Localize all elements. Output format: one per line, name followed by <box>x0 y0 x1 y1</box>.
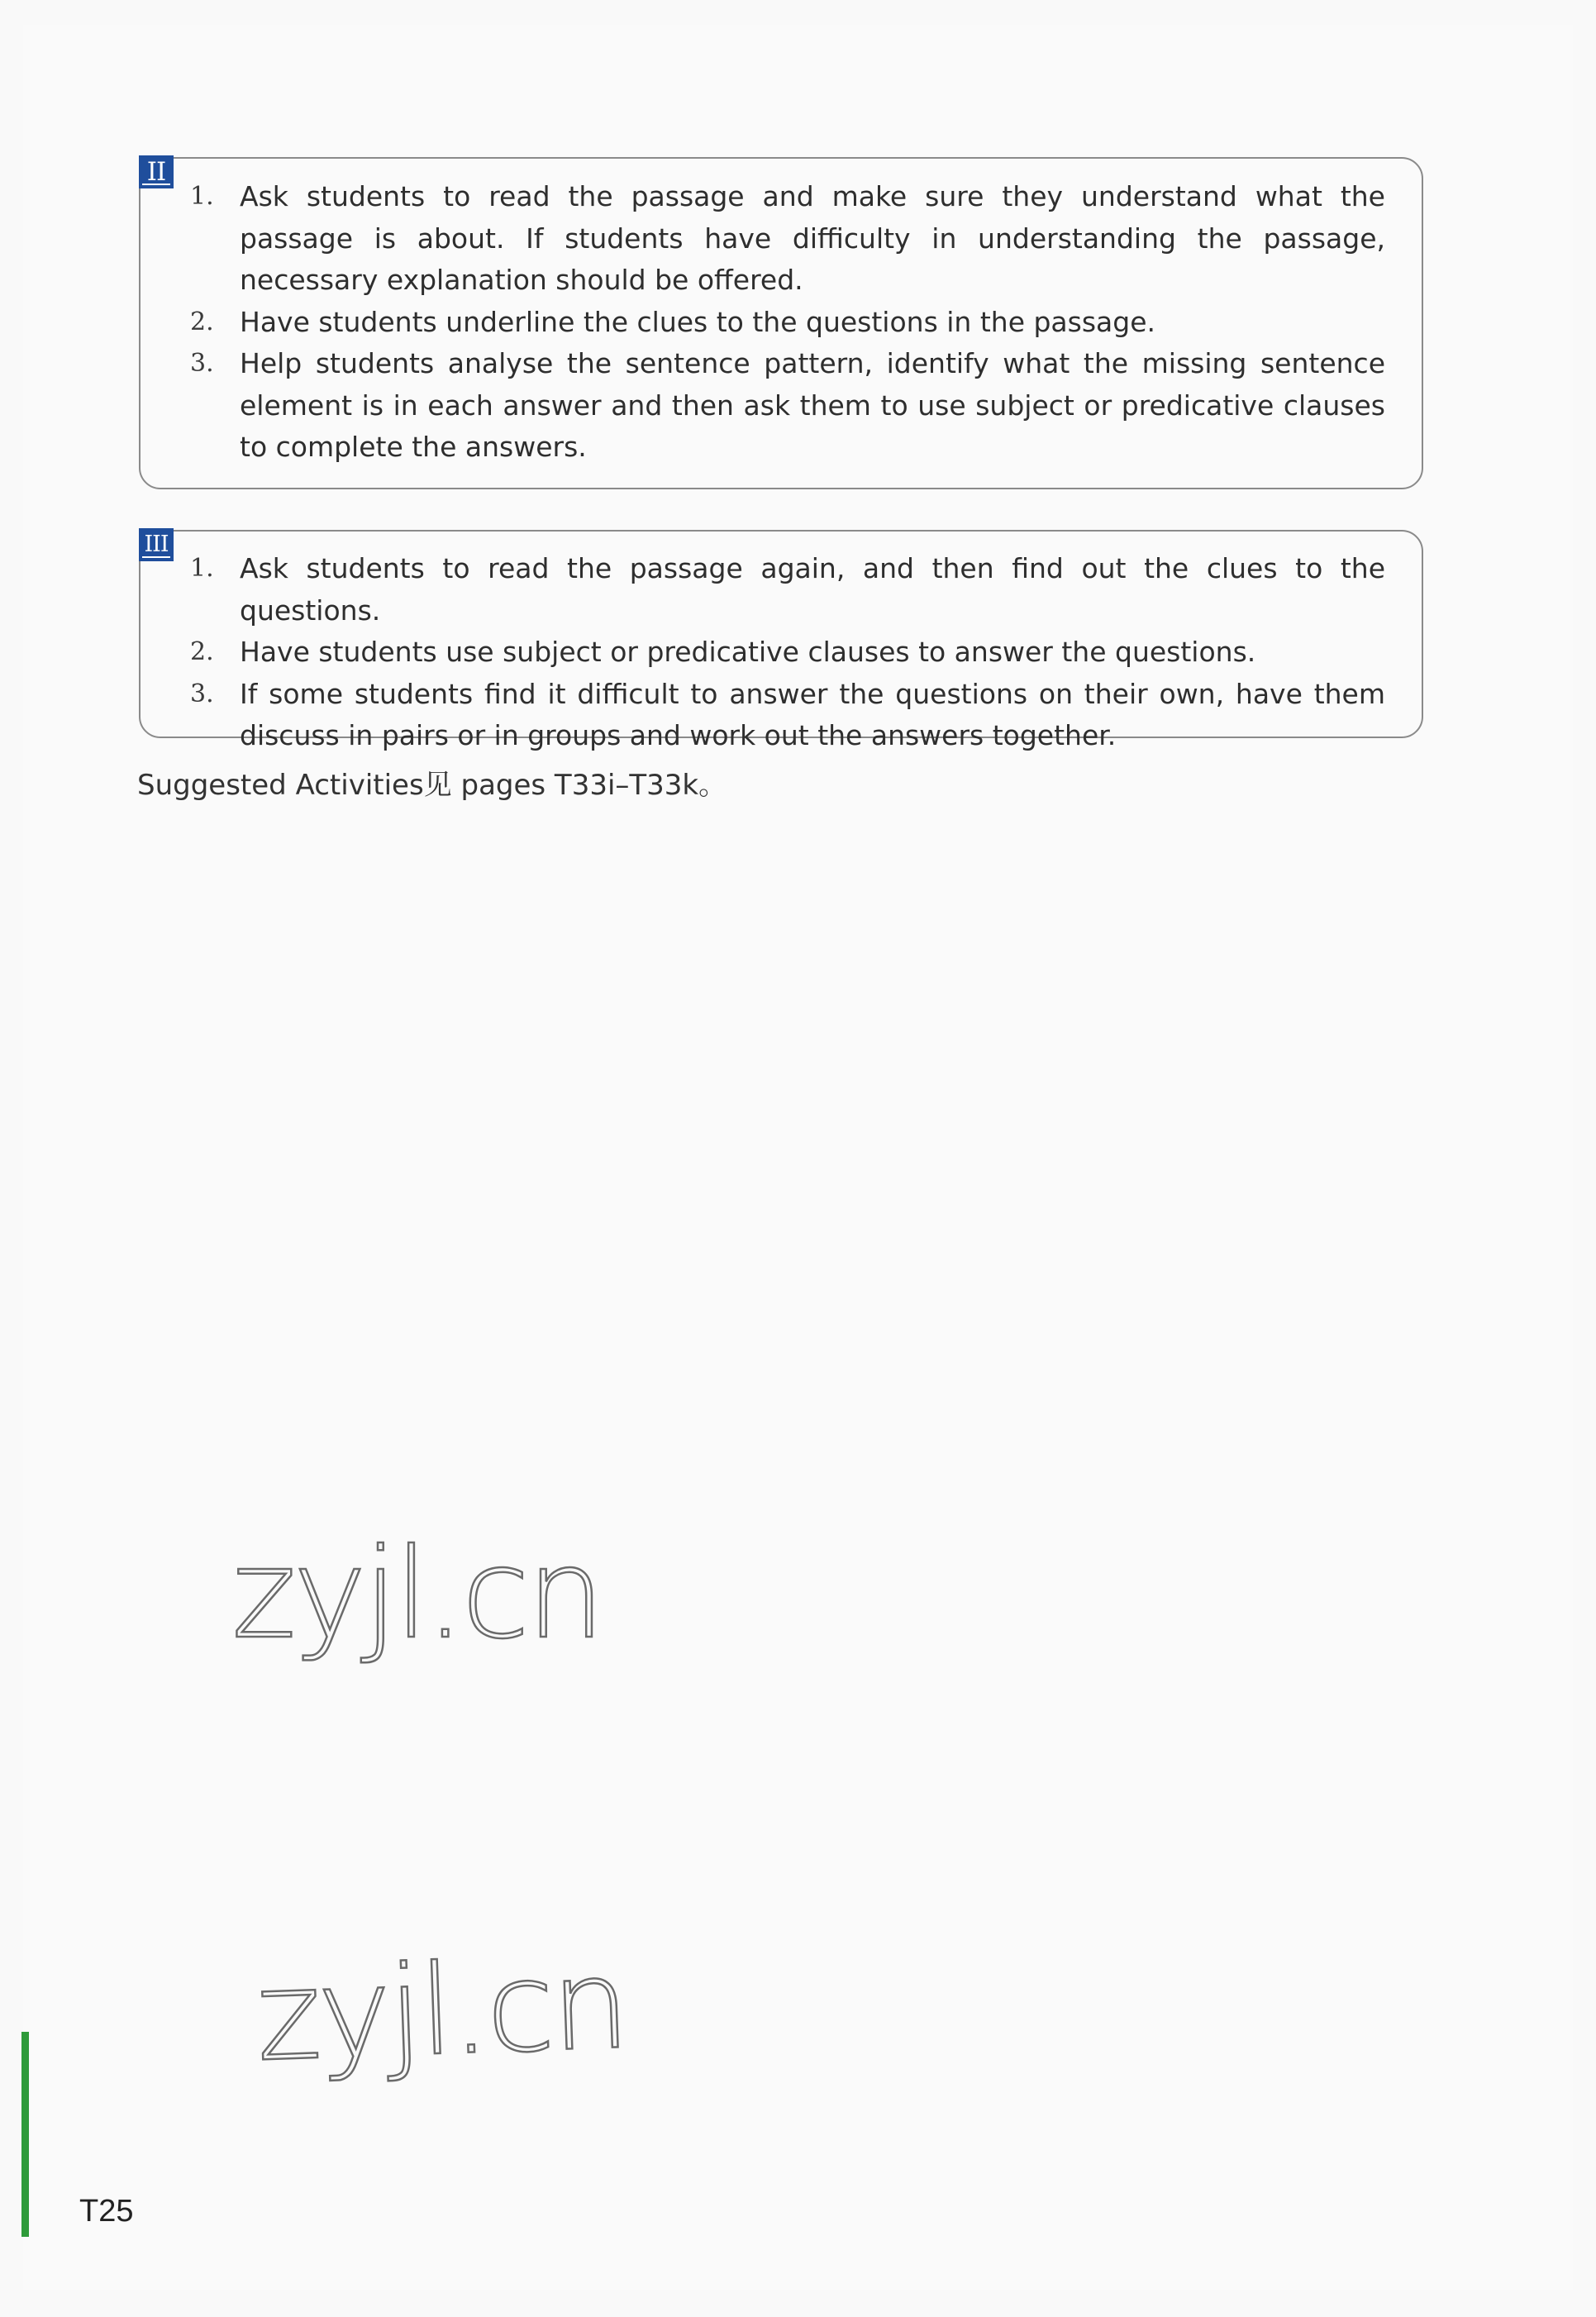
item-number: 1. <box>190 554 214 583</box>
item-text: Help students analyse the sentence pattern, identify what the missing sentence element is in each answer and then ask them to use subject or predicative clauses to complete the answers. <box>240 347 1385 463</box>
watermark-text: zyjl.cn <box>254 1933 629 2090</box>
item-number: 2. <box>190 637 214 666</box>
list-item <box>190 176 1385 302</box>
item-text: If some students find it difficult to answer the questions on their own, have them discuss in pairs or in groups and work out the answers together. <box>240 677 1385 751</box>
item-number: 3. <box>190 679 214 708</box>
section-3-badge: III <box>139 528 174 561</box>
watermark-text: zyjl.cn <box>231 1523 603 1666</box>
item-text: Have students use subject or predicative clauses to answer the questions. <box>240 636 1256 668</box>
item-number: 1. <box>190 182 214 211</box>
watermark-2 <box>248 1930 645 2095</box>
list-item <box>190 548 1385 632</box>
item-text: Have students underline the clues to the questions in the passage. <box>240 305 1155 338</box>
section-2-list <box>190 176 1385 469</box>
watermark-1 <box>223 1513 620 1678</box>
item-number: 3. <box>190 349 214 378</box>
item-text: Ask students to read the passage and make sure they understand what the passage is about. If students have difficulty in understanding the passage, necessary explanation should be offered. <box>240 180 1385 296</box>
item-text: Ask students to read the passage again, and then find out the clues to the questions. <box>240 552 1385 627</box>
list-item <box>190 674 1385 757</box>
section-2-badge: II <box>139 155 174 188</box>
page-number: T25 <box>79 2194 134 2229</box>
list-item <box>190 302 1385 344</box>
section-3-list <box>190 548 1385 757</box>
accent-bar <box>21 2032 29 2237</box>
item-number: 2. <box>190 307 214 336</box>
suggested-activities-note: Suggested Activities见 pages T33i–T33k。 <box>137 769 727 802</box>
list-item <box>190 632 1385 674</box>
list-item <box>190 343 1385 469</box>
